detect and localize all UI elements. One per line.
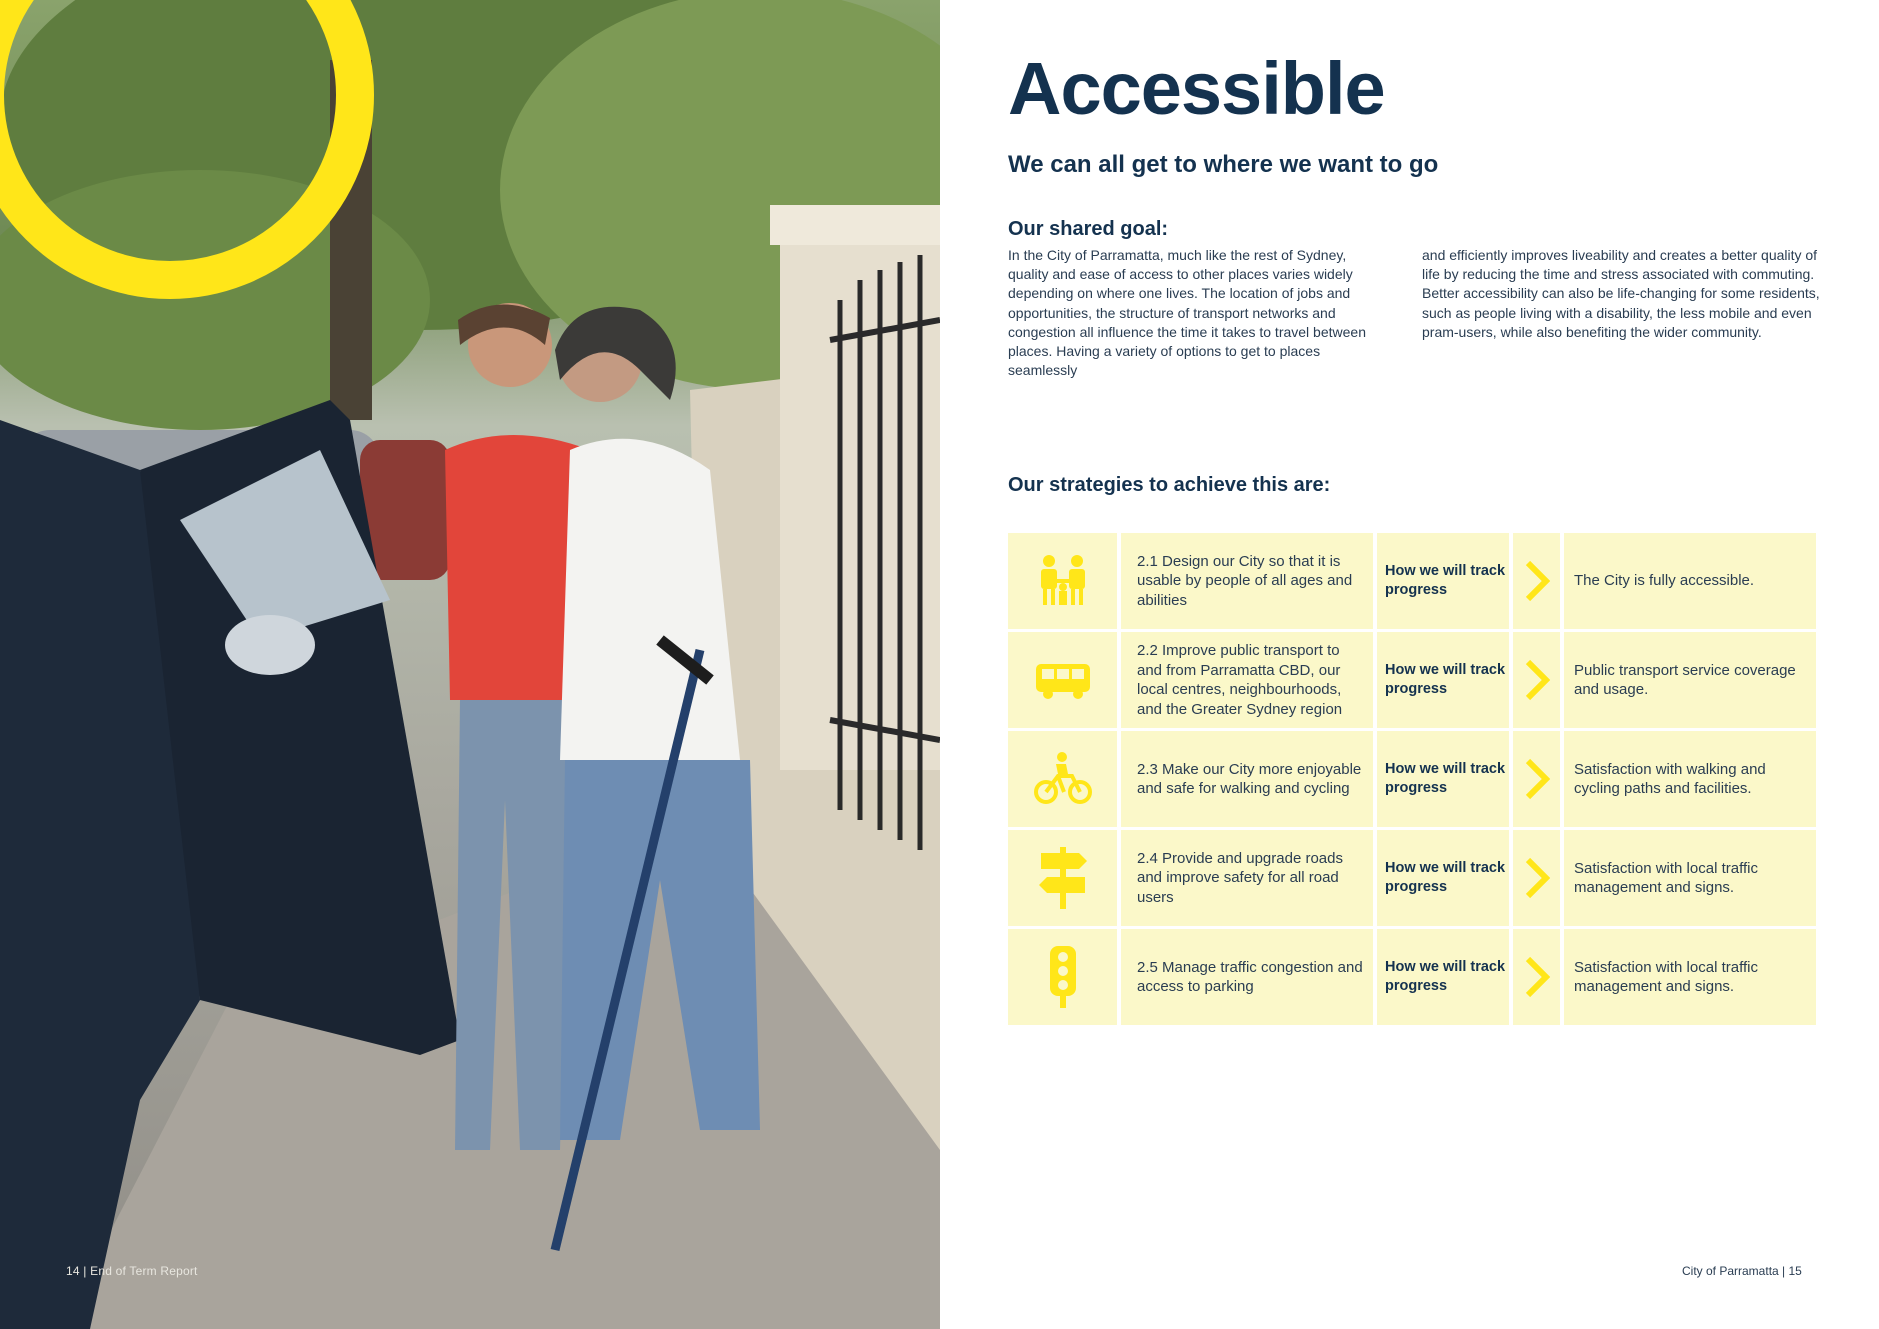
people-group-icon [1035, 553, 1091, 609]
measure-cell [1564, 731, 1816, 827]
strategy-cell [1121, 632, 1373, 728]
arrow-cell [1513, 533, 1560, 629]
row-icon-cell [1008, 731, 1117, 827]
strategy-row [1008, 533, 1816, 629]
signpost-icon [1035, 847, 1091, 909]
track-progress-label: How we will track progress [1385, 760, 1506, 796]
strategy-cell [1121, 533, 1373, 629]
measure-text: Satisfaction with walking and cycling paths and facilities. [1574, 760, 1766, 797]
measure-cell [1564, 830, 1816, 926]
row-icon-cell [1008, 533, 1117, 629]
strategy-cell [1121, 929, 1373, 1025]
arrow-cell [1513, 632, 1560, 728]
strategy-text: 2.4 Provide and upgrade roads and improve safety for all road users [1137, 849, 1343, 906]
chevron-right-icon [1524, 856, 1550, 900]
report-label: End of Term Report [90, 1264, 198, 1278]
measure-cell [1564, 632, 1816, 728]
track-cell [1377, 929, 1509, 1025]
strategy-text: 2.2 Improve public transport to and from Parramatta CBD, our local centres, neighbourhoods, and the Greater Sydney region [1137, 642, 1343, 718]
measure-text: Satisfaction with local traffic management and signs. [1574, 958, 1758, 995]
strategy-text: 2.1 Design our City so that it is usable by people of all ages and abilities [1137, 552, 1353, 609]
strategy-text: 2.5 Manage traffic congestion and access to parking [1137, 958, 1363, 995]
strategy-row [1008, 731, 1816, 827]
footer-right [1682, 1264, 1802, 1278]
page-separator: | [83, 1264, 91, 1278]
measure-text: The City is fully accessible. [1574, 572, 1755, 590]
arrow-cell [1513, 929, 1560, 1025]
footer-left [66, 1264, 198, 1278]
chevron-right-icon [1524, 757, 1550, 801]
row-icon-cell [1008, 632, 1117, 728]
track-progress-label: How we will track progress [1385, 958, 1506, 994]
strategy-text: 2.3 Make our City more enjoyable and safe for walking and cycling [1137, 760, 1362, 797]
measure-text: Public transport service coverage and usage. [1574, 661, 1796, 698]
strategy-row [1008, 632, 1816, 728]
track-progress-label: How we will track progress [1385, 562, 1506, 598]
page-title: Accessible [1008, 47, 1385, 130]
goal-heading: Our shared goal: [1008, 218, 1169, 240]
track-cell [1377, 533, 1509, 629]
organisation-label: City of Parramatta [1682, 1264, 1779, 1278]
measure-text: Satisfaction with local traffic management and signs. [1574, 859, 1758, 896]
strategy-row [1008, 830, 1816, 926]
arrow-cell [1513, 731, 1560, 827]
track-cell [1377, 632, 1509, 728]
strategy-cell [1121, 731, 1373, 827]
track-cell [1377, 731, 1509, 827]
traffic-light-icon [1046, 946, 1080, 1008]
chevron-right-icon [1524, 559, 1550, 603]
strategies-table [1008, 533, 1816, 1028]
page-number-left: 14 [66, 1264, 80, 1278]
page-subtitle: We can all get to where we want to go [1008, 151, 1439, 178]
goal-text-column-1: In the City of Parramatta, much like the rest of Sydney, quality and ease of access to other places varies widely depending on where one lives. The location of jobs and opportunities, the structure of transport networks and congestion all influence the time it takes to travel between places. Having a variety of options to get to places seamlessly [1008, 247, 1366, 379]
arrow-cell [1513, 830, 1560, 926]
strategies-heading: Our strategies to achieve this are: [1008, 474, 1331, 496]
goal-text-column-2: and efficiently improves liveability and creates a better quality of life by reducing the time and stress associated with commuting. Better accessibility can also be life-changing for some residents, such as people living with a disability, the less mobile and even pram-users, while also benefiting the wider community. [1422, 247, 1820, 340]
row-icon-cell [1008, 830, 1117, 926]
row-icon-cell [1008, 929, 1117, 1025]
bus-icon [1034, 660, 1092, 700]
chevron-right-icon [1524, 658, 1550, 702]
page-number-right: 15 [1788, 1264, 1802, 1278]
track-progress-label: How we will track progress [1385, 859, 1506, 895]
cyclist-icon [1034, 750, 1092, 808]
page-separator: | [1782, 1264, 1789, 1278]
track-cell [1377, 830, 1509, 926]
chevron-right-icon [1524, 955, 1550, 999]
track-progress-label: How we will track progress [1385, 661, 1506, 697]
strategy-row [1008, 929, 1816, 1025]
measure-cell [1564, 929, 1816, 1025]
strategy-cell [1121, 830, 1373, 926]
measure-cell [1564, 533, 1816, 629]
